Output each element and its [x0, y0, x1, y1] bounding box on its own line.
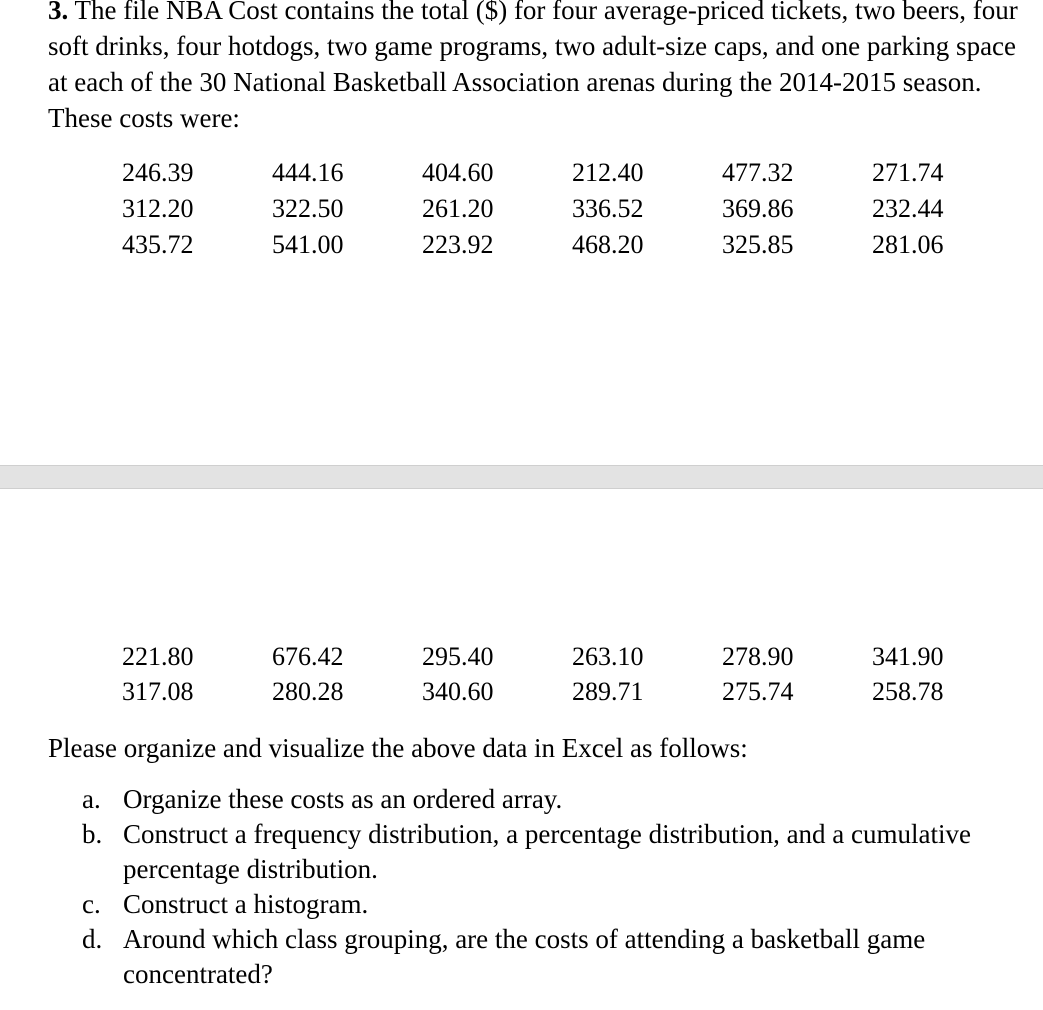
instruction-text: Please organize and visualize the above data in Excel as follows:	[48, 733, 748, 763]
task-marker: d.	[82, 924, 103, 954]
data-cell: 336.52	[572, 194, 644, 223]
data-cell: 541.00	[272, 230, 344, 259]
data-cell: 435.72	[122, 230, 194, 259]
data-cell: 369.86	[722, 194, 794, 223]
question-body: The file NBA Cost contains the total ($) for four average-priced tickets, two beers, four soft drinks, four hotdogs, two game programs, two adult-size caps, and one parking space at each of the 30 National Basketball Association arenas during the 2014-2015 season. These costs were:	[48, 0, 1018, 133]
data-cell: 317.08	[122, 677, 194, 706]
task-item	[82, 922, 1022, 992]
data-cell: 477.32	[722, 158, 794, 187]
data-cell: 261.20	[422, 194, 494, 223]
task-marker: b.	[82, 819, 103, 849]
data-cell: 280.28	[272, 677, 344, 706]
data-cell: 221.80	[122, 642, 194, 671]
data-cell: 468.20	[572, 230, 644, 259]
data-cell: 676.42	[272, 642, 344, 671]
data-cell: 212.40	[572, 158, 644, 187]
data-cell: 281.06	[872, 230, 944, 259]
page-break-divider	[0, 465, 1043, 489]
task-item	[82, 782, 1022, 817]
data-cell: 404.60	[422, 158, 494, 187]
question-text	[48, 0, 1023, 136]
task-marker: a.	[82, 784, 101, 814]
data-cell: 271.74	[872, 158, 944, 187]
task-text: Construct a frequency distribution, a percentage distribution, and a cumulative percentage distribution.	[123, 819, 971, 884]
task-text: Around which class grouping, are the costs of attending a basketball game concentrated?	[123, 924, 926, 989]
data-cell: 232.44	[872, 194, 944, 223]
data-cell: 312.20	[122, 194, 194, 223]
task-list	[82, 782, 1022, 992]
task-item	[82, 817, 1022, 887]
task-text: Construct a histogram.	[123, 889, 369, 919]
task-marker: c.	[82, 889, 101, 919]
data-cell: 258.78	[872, 677, 944, 706]
data-cell: 325.85	[722, 230, 794, 259]
data-cell: 444.16	[272, 158, 344, 187]
data-cell: 295.40	[422, 642, 494, 671]
task-item	[82, 887, 1022, 922]
data-cell: 322.50	[272, 194, 344, 223]
task-text: Organize these costs as an ordered array.	[123, 784, 563, 814]
data-cell: 341.90	[872, 642, 944, 671]
data-cell: 289.71	[572, 677, 644, 706]
data-cell: 246.39	[122, 158, 194, 187]
data-cell: 278.90	[722, 642, 794, 671]
data-cell: 340.60	[422, 677, 494, 706]
question-number: 3.	[48, 0, 69, 25]
data-cell: 223.92	[422, 230, 494, 259]
data-cell: 263.10	[572, 642, 644, 671]
data-cell: 275.74	[722, 677, 794, 706]
